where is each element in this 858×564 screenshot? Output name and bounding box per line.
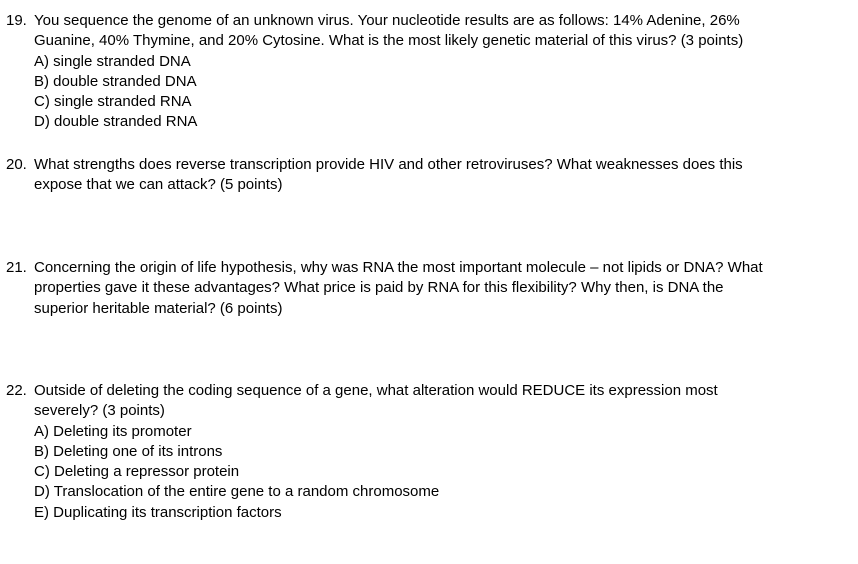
question-line: severely? (3 points) <box>34 402 165 420</box>
answer-option-c: C) Deleting a repressor protein <box>34 463 240 481</box>
question-20 <box>0 155 850 196</box>
answer-option-e: E) Duplicating its transcription factors <box>34 503 282 521</box>
question-text <box>0 155 850 175</box>
question-line: Concerning the origin of life hypothesis, why was RNA the most important molecule – not lipids or DNA? What <box>34 259 763 276</box>
question-number: 20. <box>6 156 27 173</box>
question-22 <box>0 381 850 523</box>
question-line: properties gave it these advantages? What price is paid by RNA for this flexibility? Why then, is DNA the <box>34 279 724 297</box>
question-line: superior heritable material? (6 points) <box>34 299 283 317</box>
question-line: Guanine, 40% Thymine, and 20% Cytosine. What is the most likely genetic material of this virus? (3 points) <box>34 32 744 50</box>
answer-option-a: A) Deleting its promoter <box>34 422 192 440</box>
question-number: 22. <box>6 382 27 399</box>
question-line: Outside of deleting the coding sequence of a gene, what alteration would REDUCE its expression most <box>34 382 718 399</box>
question-line: expose that we can attack? (5 points) <box>34 176 283 194</box>
answer-option-c: C) single stranded RNA <box>34 93 192 111</box>
answer-option-d: D) Translocation of the entire gene to a random chromosome <box>34 483 440 501</box>
question-line: You sequence the genome of an unknown virus. Your nucleotide results are as follows: 14% Adenine, 26% <box>34 12 740 29</box>
question-number: 19. <box>6 12 27 29</box>
answer-option-a: A) single stranded DNA <box>34 52 191 70</box>
question-21 <box>0 258 850 319</box>
question-19 <box>0 11 850 133</box>
question-line: What strengths does reverse transcription provide HIV and other retroviruses? What weaknesses does this <box>34 156 743 173</box>
answer-option-b: B) double stranded DNA <box>34 72 197 90</box>
answer-option-b: B) Deleting one of its introns <box>34 442 223 460</box>
answer-option-d: D) double stranded RNA <box>34 113 198 131</box>
question-text <box>0 381 850 401</box>
question-text <box>0 11 850 31</box>
question-number: 21. <box>6 259 27 276</box>
question-text <box>0 258 850 278</box>
